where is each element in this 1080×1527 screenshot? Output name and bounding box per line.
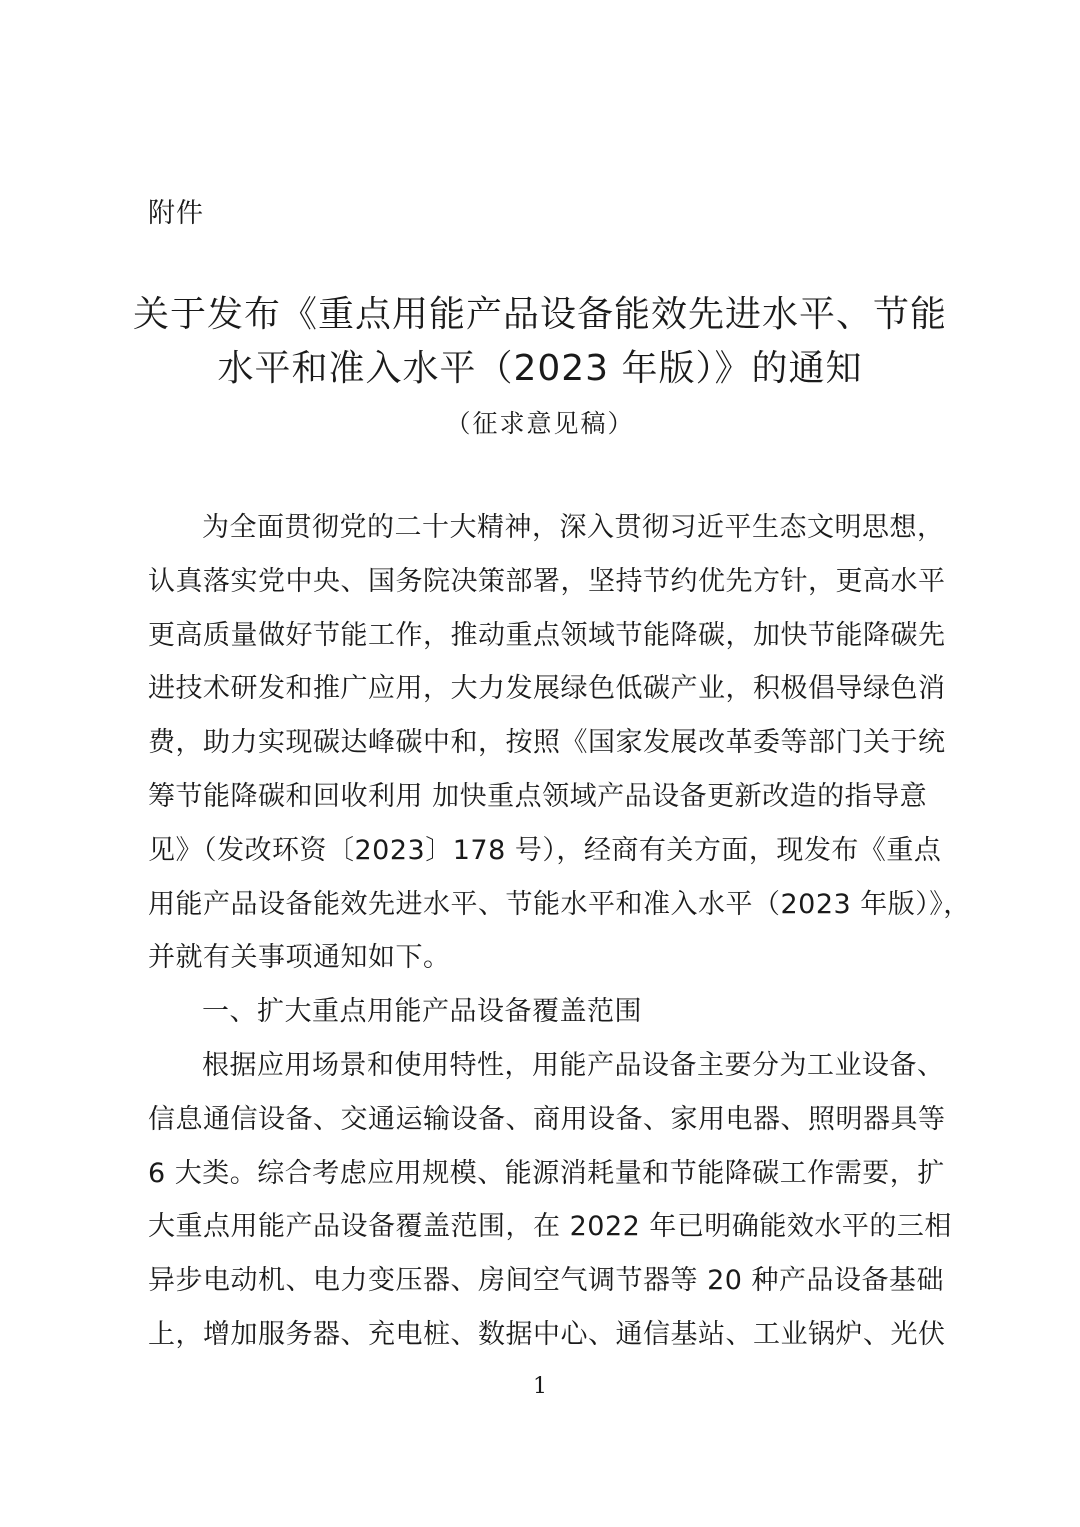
paragraph-line: 上，增加服务器、充电桩、数据中心、通信基站、工业锅炉、光伏: [148, 1318, 946, 1350]
paragraph-line: 更高质量做好节能工作，推动重点领域节能降碳，加快节能降碳先: [148, 619, 946, 651]
paragraph-line: 并就有关事项通知如下。: [148, 942, 451, 974]
paragraph-line: 费，助力实现碳达峰碳中和，按照《国家发展改革委等部门关于统: [148, 727, 946, 759]
document-subtitle: （征求意见稿）: [445, 409, 635, 438]
page-number: 1: [533, 1374, 547, 1399]
body-text: [148, 508, 971, 1369]
paragraph-line: 信息通信设备、交通运输设备、商用设备、家用电器、照明器具等: [148, 1103, 946, 1135]
paragraph-line: 大重点用能产品设备覆盖范围，在 2022 年已明确能效水平的三相: [148, 1211, 952, 1243]
section-heading: 一、扩大重点用能产品设备覆盖范围: [202, 996, 642, 1028]
paragraph-line: 筹节能降碳和回收利用 加快重点领域产品设备更新改造的指导意: [148, 780, 928, 812]
paragraph-line: 异步电动机、电力变压器、房间空气调节器等 20 种产品设备基础: [148, 1265, 945, 1297]
document-title-line-1: 关于发布《重点用能产品设备能效先进水平、节能: [132, 294, 947, 335]
paragraph-line: 6 大类。综合考虑应用规模、能源消耗量和节能降碳工作需要，扩: [148, 1157, 945, 1189]
paragraph-line: 用能产品设备能效先进水平、节能水平和准入水平（2023 年版）》，: [148, 888, 971, 920]
paragraph-line: 根据应用场景和使用特性，用能产品设备主要分为工业设备、: [202, 1049, 945, 1081]
document-title-line-2: 水平和准入水平（2023 年版）》的通知: [217, 348, 863, 389]
paragraph-line: 见》（发改环资〔2023〕178 号），经商有关方面，现发布《重点: [148, 834, 942, 866]
paragraph-line: 进技术研发和推广应用，大力发展绿色低碳产业，积极倡导绿色消: [148, 673, 946, 705]
attachment-label: 附件: [148, 198, 204, 229]
paragraph-line: 认真落实党中央、国务院决策部署，坚持节约优先方针，更高水平: [148, 565, 946, 597]
paragraph-line: 为全面贯彻党的二十大精神，深入贯彻习近平生态文明思想，: [202, 512, 945, 543]
